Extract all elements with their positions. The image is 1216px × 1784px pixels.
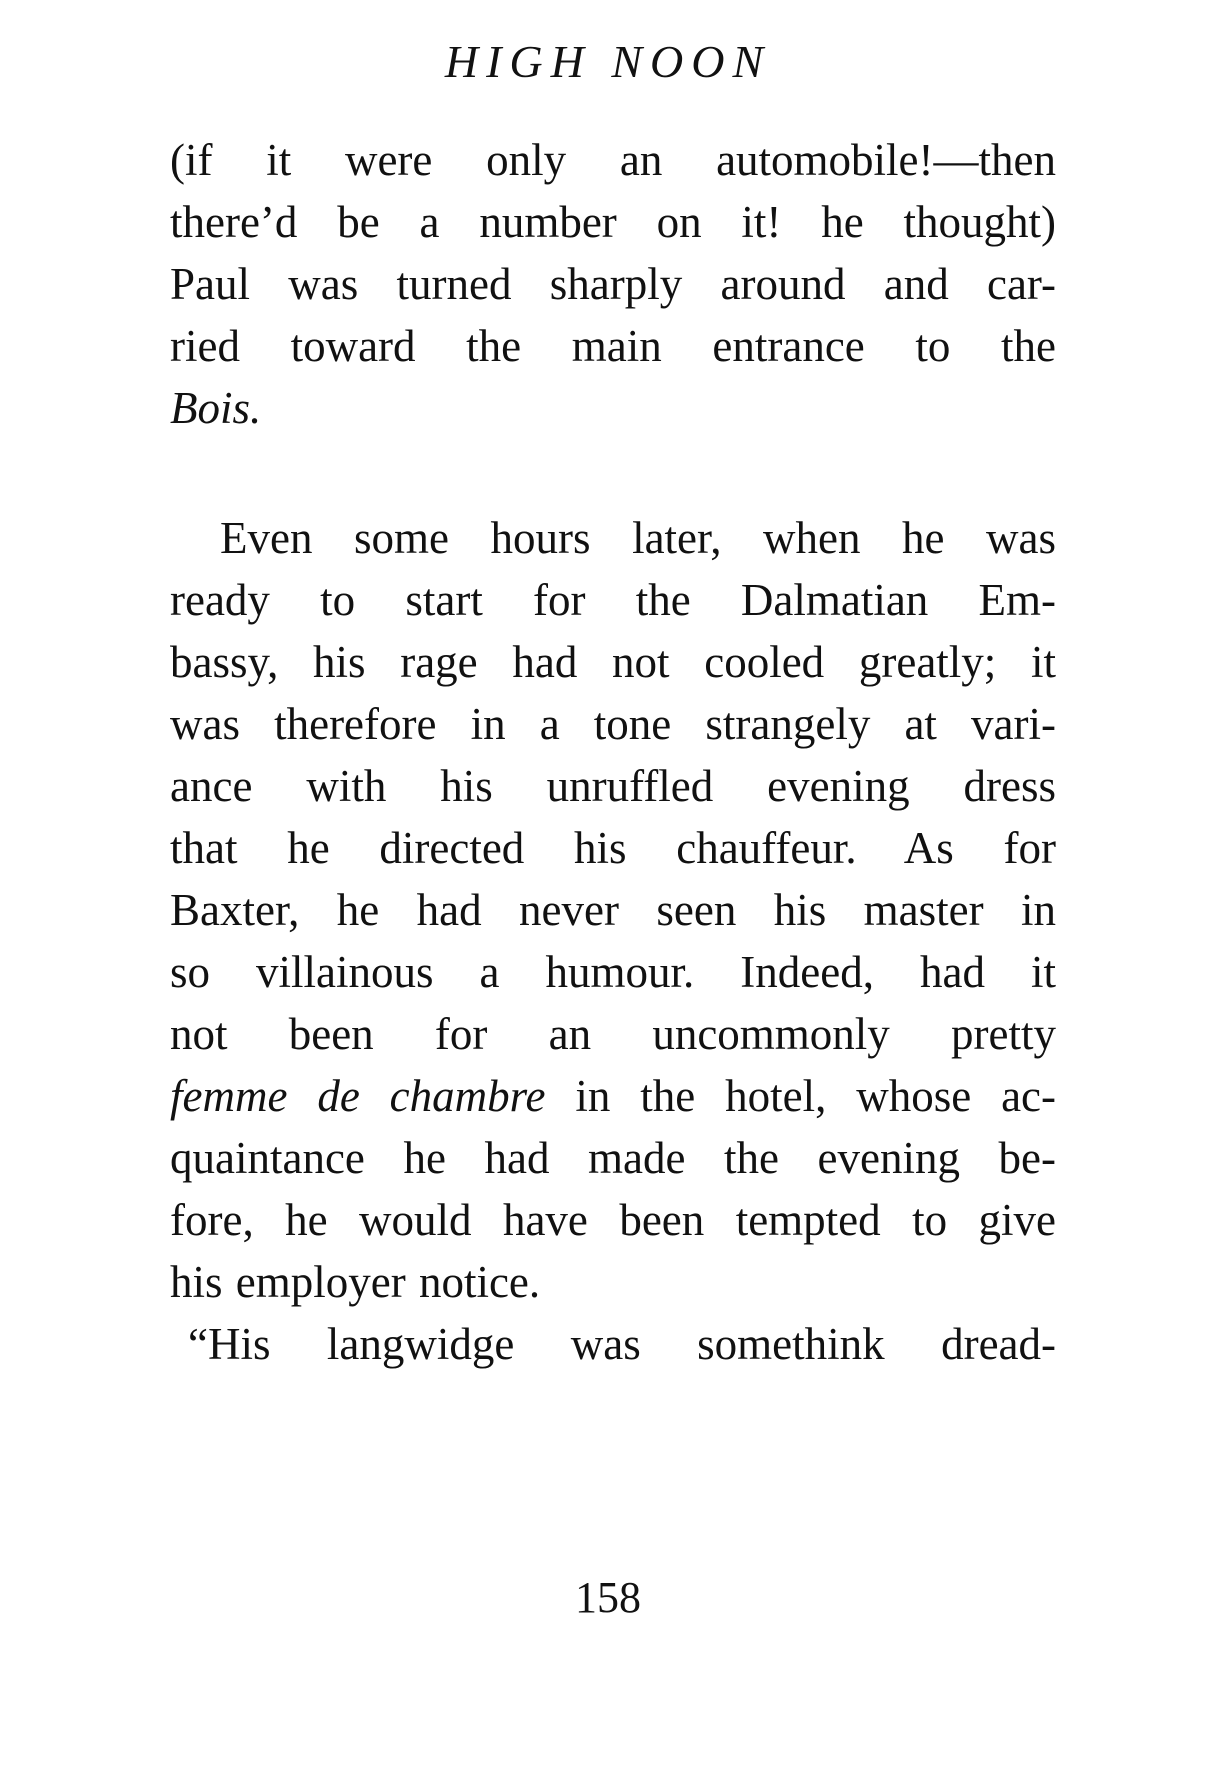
text-line: Paul was turned sharply around and car-: [170, 259, 1056, 309]
text-line: ance with his unruffled evening dress: [170, 761, 1056, 811]
paragraph-first-line: “His langwidge was somethink dread-: [188, 1319, 1056, 1369]
text-line: (if it were only an automobile!—then: [170, 135, 1056, 185]
text-line: ready to start for the Dalmatian Em-: [170, 575, 1056, 625]
text-line: was therefore in a tone strangely at vari-: [170, 699, 1056, 749]
paragraph-first-line: Even some hours later, when he was: [220, 513, 1056, 563]
text-line: not been for an uncommonly pretty: [170, 1009, 1056, 1059]
running-head: HIGH NOON: [444, 36, 772, 87]
text-line: bassy, his rage had not cooled greatly; it: [170, 637, 1056, 687]
text-line: quaintance he had made the evening be-: [170, 1133, 1056, 1183]
italic-phrase: femme de chambre: [170, 1071, 546, 1121]
text-line-italic: Bois.: [170, 383, 262, 433]
text-line: ried toward the main entrance to the: [170, 321, 1056, 371]
text-run: in the hotel, whose ac-: [545, 1071, 1056, 1121]
text-line: his employer notice.: [170, 1257, 541, 1307]
text-line: that he directed his chauffeur. As for: [170, 823, 1056, 873]
text-line-mixed: [170, 1068, 1056, 1124]
page-number: 158: [575, 1573, 641, 1622]
text-line: fore, he would have been tempted to give: [170, 1195, 1056, 1245]
text-line: Baxter, he had never seen his master in: [170, 885, 1056, 935]
text-line: there’d be a number on it! he thought): [170, 197, 1056, 247]
text-line: so villainous a humour. Indeed, had it: [170, 947, 1056, 997]
